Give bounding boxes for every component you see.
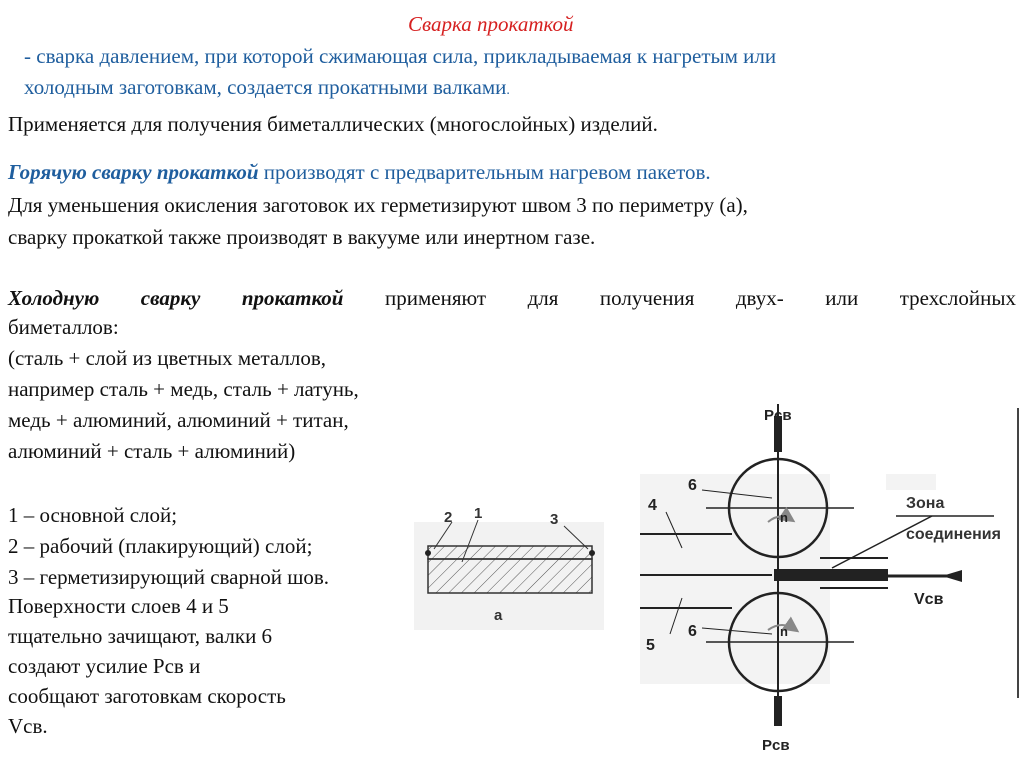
label-4: 4 xyxy=(648,497,657,514)
base-layer xyxy=(428,559,592,593)
rolling-diagram xyxy=(622,398,1022,767)
application-text: Применяется для получения биметаллических (многослойных) изделий. xyxy=(8,112,658,136)
cold-welding-line-2: биметаллов: xyxy=(8,315,119,339)
label-6-bottom: 6 xyxy=(688,623,697,640)
hot-welding-line-1: Горячую сварку прокаткой производят с предварительным нагревом пакетов. xyxy=(8,160,711,184)
label-3: 3 xyxy=(550,511,559,528)
example-line: (сталь + слой из цветных металлов, xyxy=(8,346,327,370)
notes-line: тщательно зачищают, валки 6 xyxy=(8,624,273,648)
cold-welding-line-1: Холодную сварку прокаткой применяют для получения двух- или трехслойных xyxy=(8,286,1016,310)
notes-line: сообщают заготовкам скорость xyxy=(8,684,286,708)
legend-item: 3 – герметизирующий сварной шов. xyxy=(8,565,330,589)
clad-layer xyxy=(428,546,592,559)
example-line: медь + алюминий, алюминий + титан, xyxy=(8,408,349,432)
notes-line: Vсв. xyxy=(8,714,48,738)
force-label-bottom: Рсв xyxy=(762,737,790,754)
example-line: например сталь + медь, сталь + латунь, xyxy=(8,377,359,401)
diagram-a-caption: а xyxy=(494,607,503,624)
velocity-label: Vсв xyxy=(914,591,944,608)
force-label-top: Рсв xyxy=(764,407,792,424)
notes-line: Поверхности слоев 4 и 5 xyxy=(8,594,229,618)
rotation-n-top: n xyxy=(780,510,788,525)
legend-item: 2 – рабочий (плакирующий) слой; xyxy=(8,534,313,558)
rotation-n-bottom: n xyxy=(780,624,788,639)
label-1: 1 xyxy=(474,505,483,522)
velocity-arrow xyxy=(942,570,962,582)
zone-label-line-2: соединения xyxy=(906,526,1001,543)
hot-welding-line-3: сварку прокаткой также производят в вакууме или инертном газе. xyxy=(8,225,596,249)
legend-item: 1 – основной слой; xyxy=(8,503,178,527)
package-diagram-a xyxy=(414,500,604,630)
label-6-top: 6 xyxy=(688,477,697,494)
notes-line: создают усилие Рсв и xyxy=(8,654,201,678)
label-5: 5 xyxy=(646,637,655,654)
zone-label-line-1: Зона xyxy=(906,495,945,512)
definition-line-2: холодным заготовкам, создается прокатными валками. xyxy=(24,75,510,99)
definition-line-1: - сварка давлением, при которой сжимающая сила, прикладываемая к нагретым или xyxy=(24,44,777,68)
force-arrow-bottom xyxy=(774,696,782,726)
slide-title: Сварка прокаткой xyxy=(408,12,574,36)
label-2: 2 xyxy=(444,509,453,526)
hot-welding-term: Горячую сварку прокаткой xyxy=(8,160,259,184)
weld-seam-right xyxy=(589,550,595,556)
weld-seam-left xyxy=(425,550,431,556)
hot-welding-line-2: Для уменьшения окисления заготовок их герметизируют швом 3 по периметру (а), xyxy=(8,193,748,217)
example-line: алюминий + сталь + алюминий) xyxy=(8,439,296,463)
